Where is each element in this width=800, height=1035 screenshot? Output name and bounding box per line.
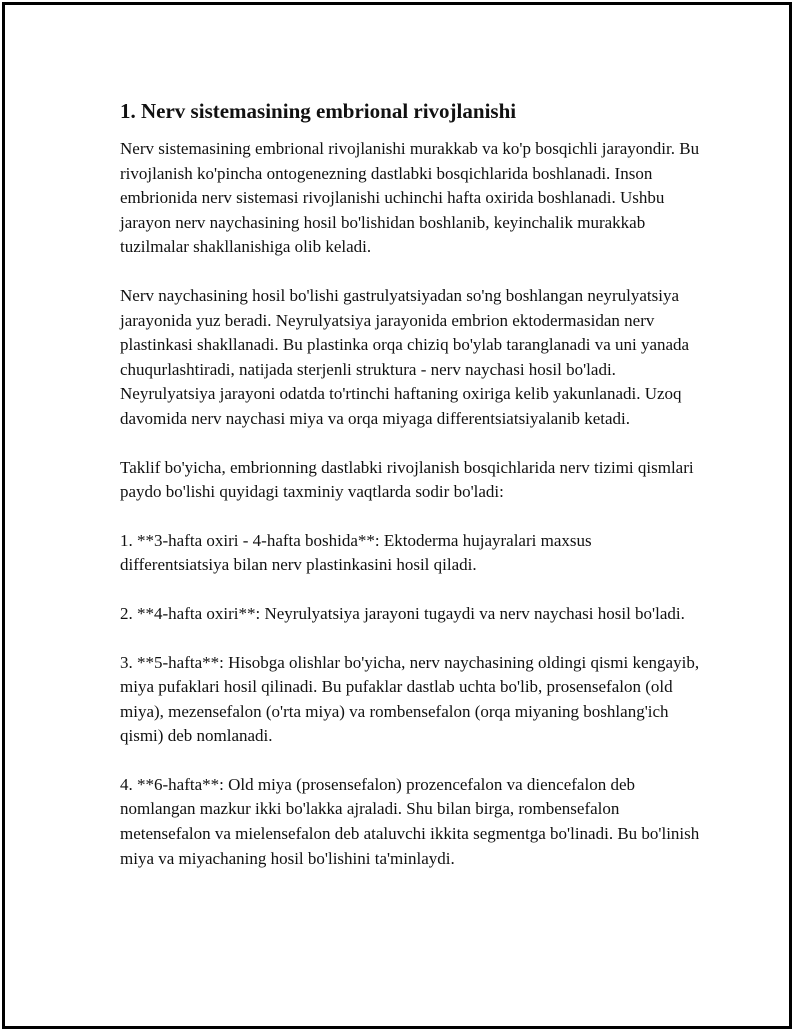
paragraph-neurulation: Nerv naychasining hosil bo'lishi gastrulyatsiyadan so'ng boshlangan neyrulyatsiya jarayonida yuz beradi. Neyrulyatsiya jarayonida embrion ektodermasidan nerv plastinkasi shakllanadi. Bu plastinka orqa chiziq bo'ylab taranglanadi va uni yanada chuqurlashtiradi, natijada sterjenli struktura - nerv naychasi hosil bo'ladi. Neyrulyatsiya jarayoni odatda to'rtinchi haftaning oxiriga kelib yakunlanadi. Uzoq davomida nerv naychasi miya va orqa miyaga differentsiatsiyalanib ketadi.: [120, 285, 690, 428]
list-item-week-6: 4. **6-hafta**: Old miya (prosensefalon) prozencefalon va diencefalon deb nomlangan mazkur ikki bo'lakka ajraladi. Shu bilan birga, rombensefalon metensefalon va mielensefalon deb ataluvchi ikkita segmentga bo'linadi. Bu bo'linish miya va miyachaning hosil bo'lishini ta'minlaydi.: [120, 774, 700, 868]
document-page: [2, 2, 792, 1029]
list-item-week-4: 2. **4-hafta oxiri**: Neyrulyatsiya jarayoni tugaydi va nerv naychasi hosil bo'ladi.: [120, 603, 685, 623]
document-body: [120, 97, 700, 895]
section-heading: 1. Nerv sistemasining embrional rivojlanishi: [120, 99, 517, 123]
list-item-week-3-4: 1. **3-hafta oxiri - 4-hafta boshida**: Ektoderma hujayralari maxsus differentsiatsiya bilan nerv plastinkasini hosil qiladi.: [120, 530, 592, 575]
paragraph-timeline-intro: Taklif bo'yicha, embrionning dastlabki rivojlanish bosqichlarida nerv tizimi qismlari paydo bo'lishi quyidagi taxminiy vaqtlarda sodir bo'ladi:: [120, 457, 694, 502]
list-item-week-5: 3. **5-hafta**: Hisobga olishlar bo'yicha, nerv naychasining oldingi qismi kengayib, miya pufaklari hosil qilinadi. Bu pufaklar dastlab uchta bo'lib, prosensefalon (old miya), mezensefalon (o'rta miya) va rombensefalon (orqa miyaning boshlang'ich qismi) deb nomlanadi.: [120, 652, 700, 746]
paragraph-intro: Nerv sistemasining embrional rivojlanishi murakkab va ko'p bosqichli jarayondir. Bu rivojlanish ko'pincha ontogenezning dastlabki bosqichlarida boshlanadi. Inson embrionida nerv sistemasi rivojlanishi uchinchi hafta oxirida boshlanadi. Ushbu jarayon nerv naychasining hosil bo'lishidan boshlanib, keyinchalik murakkab tuzilmalar shakllanishiga olib keladi.: [120, 139, 700, 257]
